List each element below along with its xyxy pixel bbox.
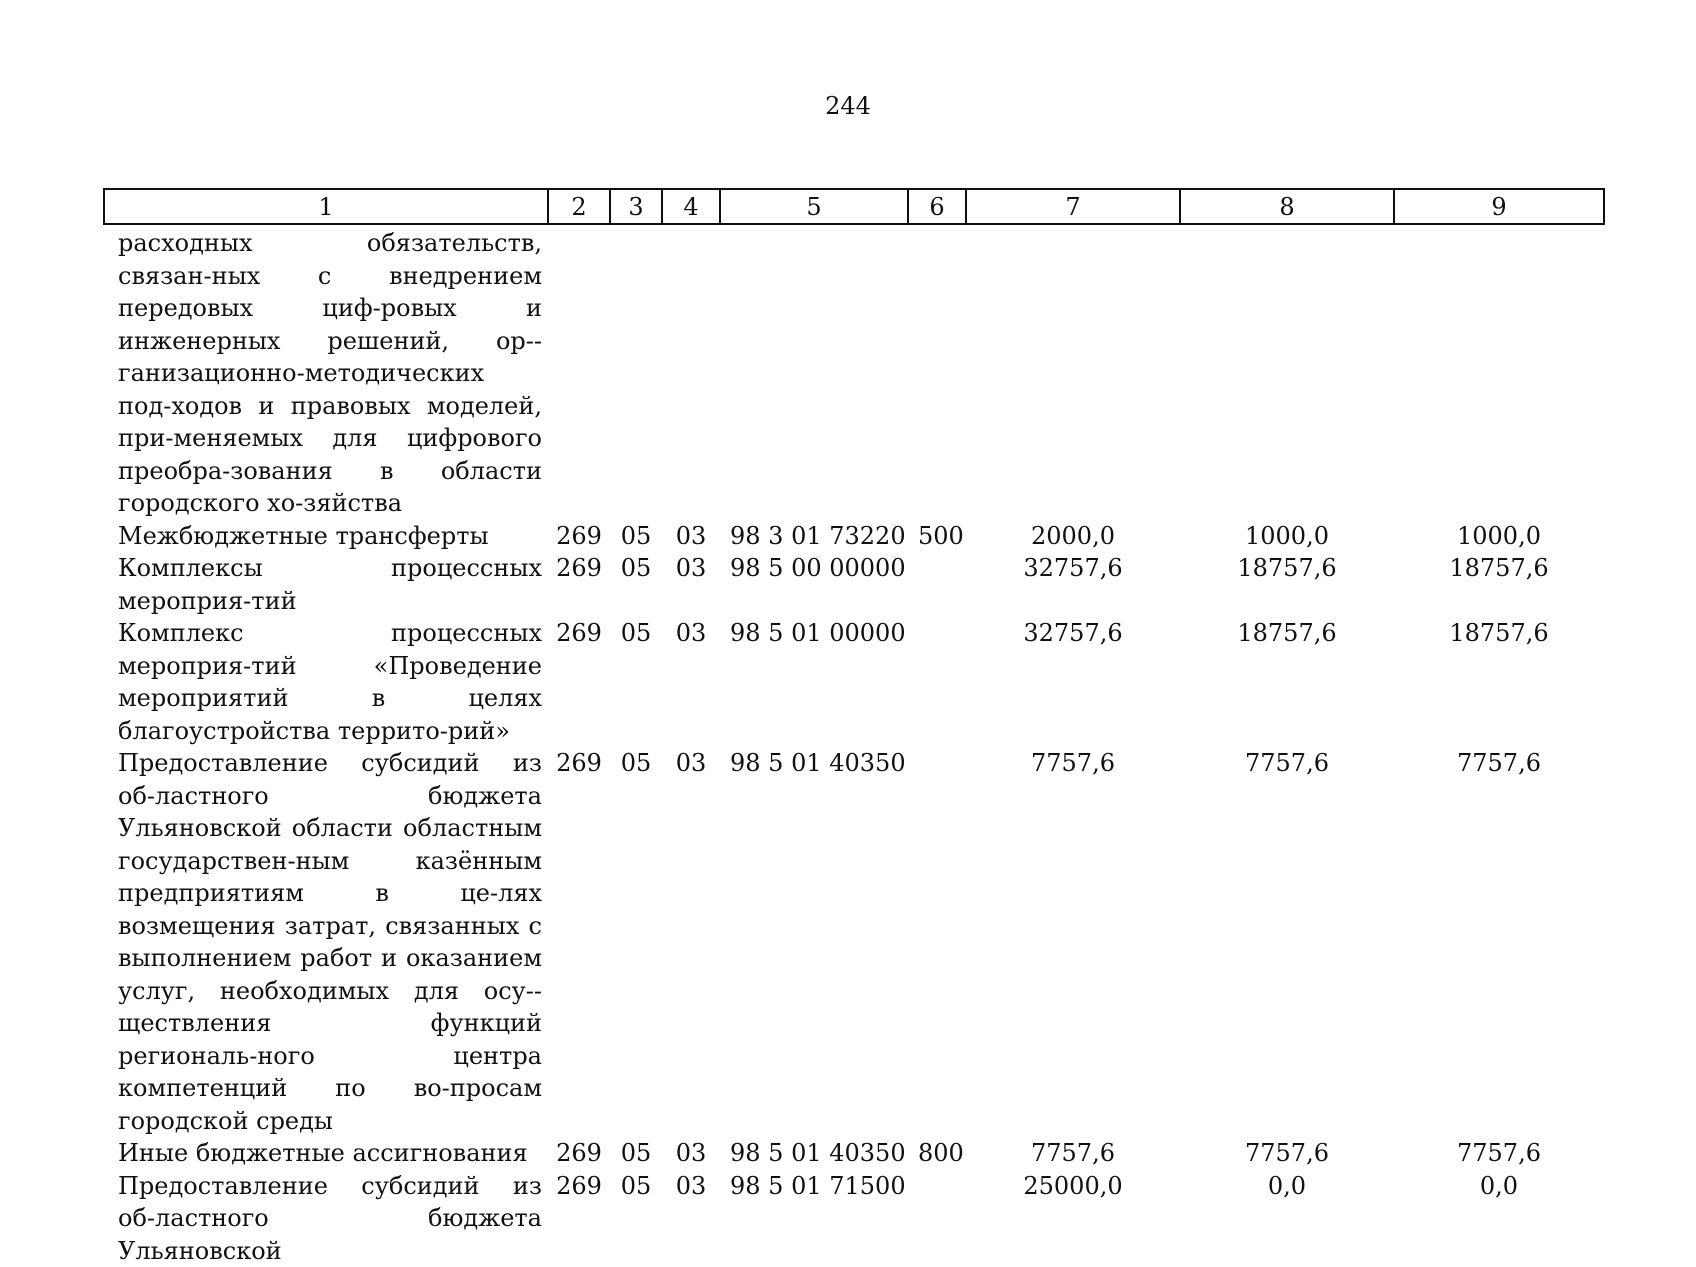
cell-col7: 2000,0 [966, 520, 1180, 553]
cell-col2: 269 [548, 552, 610, 617]
cell-col9: 7757,6 [1394, 1137, 1604, 1170]
cell-col4: 03 [662, 747, 720, 1137]
column-header-6: 6 [908, 189, 966, 224]
cell-col8: 0,0 [1180, 1170, 1394, 1267]
cell-col5: 98 3 01 73220 [720, 520, 908, 553]
cell-col2: 269 [548, 747, 610, 1137]
table-row [104, 224, 1604, 520]
cell-col9: 18757,6 [1394, 617, 1604, 747]
budget-table [103, 188, 1605, 1267]
cell-col3 [610, 224, 662, 520]
cell-col4: 03 [662, 1170, 720, 1267]
cell-col8: 18757,6 [1180, 617, 1394, 747]
row-name: Комплекс процессных мероприя-тий «Проведение мероприятий в целях благоустройства террито-рий» [104, 617, 548, 747]
cell-col5: 98 5 00 00000 [720, 552, 908, 617]
cell-col9: 7757,6 [1394, 747, 1604, 1137]
table-row [104, 552, 1604, 617]
cell-col4: 03 [662, 552, 720, 617]
cell-col7 [966, 224, 1180, 520]
cell-col9: 1000,0 [1394, 520, 1604, 553]
table-row [104, 1137, 1604, 1170]
column-header-8: 8 [1180, 189, 1394, 224]
cell-col3: 05 [610, 1137, 662, 1170]
cell-col3: 05 [610, 617, 662, 747]
column-header-4: 4 [662, 189, 720, 224]
cell-col9: 0,0 [1394, 1170, 1604, 1267]
column-header-7: 7 [966, 189, 1180, 224]
cell-col2 [548, 224, 610, 520]
cell-col4: 03 [662, 617, 720, 747]
cell-col3: 05 [610, 552, 662, 617]
cell-col4: 03 [662, 1137, 720, 1170]
cell-col5: 98 5 01 71500 [720, 1170, 908, 1267]
column-header-9: 9 [1394, 189, 1604, 224]
column-header-5: 5 [720, 189, 908, 224]
column-header-2: 2 [548, 189, 610, 224]
cell-col7: 7757,6 [966, 1137, 1180, 1170]
row-name: Предоставление субсидий из об-ластного бюджета Ульяновской области областным государствен-ным казённым предприятиям в це-лях возмещения затрат, связанных с выполнением работ и оказанием услуг, необходимых для осу-ществления функций региональ-ного центра компетенций по во-просам городской среды [104, 747, 548, 1137]
cell-col6: 800 [908, 1137, 966, 1170]
table-row [104, 520, 1604, 553]
row-name: Межбюджетные трансферты [104, 520, 548, 553]
column-header-3: 3 [610, 189, 662, 224]
cell-col2: 269 [548, 1170, 610, 1267]
row-name: Иные бюджетные ассигнования [104, 1137, 548, 1170]
cell-col5: 98 5 01 40350 [720, 1137, 908, 1170]
cell-col6 [908, 552, 966, 617]
cell-col6 [908, 1170, 966, 1267]
cell-col6 [908, 224, 966, 520]
cell-col8: 7757,6 [1180, 1137, 1394, 1170]
cell-col6 [908, 617, 966, 747]
cell-col9 [1394, 224, 1604, 520]
cell-col6: 500 [908, 520, 966, 553]
cell-col7: 25000,0 [966, 1170, 1180, 1267]
row-name: расходных обязательств, связан-ных с внедрением передовых циф-ровых и инженерных решений, ор-ганизационно-методических под-ходов и правовых моделей, при-меняемых для цифрового преобра-зования в области городского хо-зяйства [104, 224, 548, 520]
cell-col2: 269 [548, 617, 610, 747]
cell-col8 [1180, 224, 1394, 520]
cell-col7: 32757,6 [966, 617, 1180, 747]
row-name: Предоставление субсидий из об-ластного бюджета Ульяновской [104, 1170, 548, 1267]
cell-col4 [662, 224, 720, 520]
cell-col5 [720, 224, 908, 520]
cell-col5: 98 5 01 40350 [720, 747, 908, 1137]
cell-col2: 269 [548, 1137, 610, 1170]
cell-col7: 32757,6 [966, 552, 1180, 617]
cell-col6 [908, 747, 966, 1137]
table-header-row [104, 189, 1604, 224]
column-header-1: 1 [104, 189, 548, 224]
cell-col8: 7757,6 [1180, 747, 1394, 1137]
cell-col8: 1000,0 [1180, 520, 1394, 553]
cell-col3: 05 [610, 747, 662, 1137]
page-number: 244 [0, 92, 1696, 120]
row-name: Комплексы процессных мероприя-тий [104, 552, 548, 617]
cell-col9: 18757,6 [1394, 552, 1604, 617]
cell-col3: 05 [610, 520, 662, 553]
table-row [104, 1170, 1604, 1267]
cell-col5: 98 5 01 00000 [720, 617, 908, 747]
cell-col7: 7757,6 [966, 747, 1180, 1137]
cell-col8: 18757,6 [1180, 552, 1394, 617]
cell-col2: 269 [548, 520, 610, 553]
cell-col4: 03 [662, 520, 720, 553]
table-row [104, 617, 1604, 747]
cell-col3: 05 [610, 1170, 662, 1267]
table-row [104, 747, 1604, 1137]
